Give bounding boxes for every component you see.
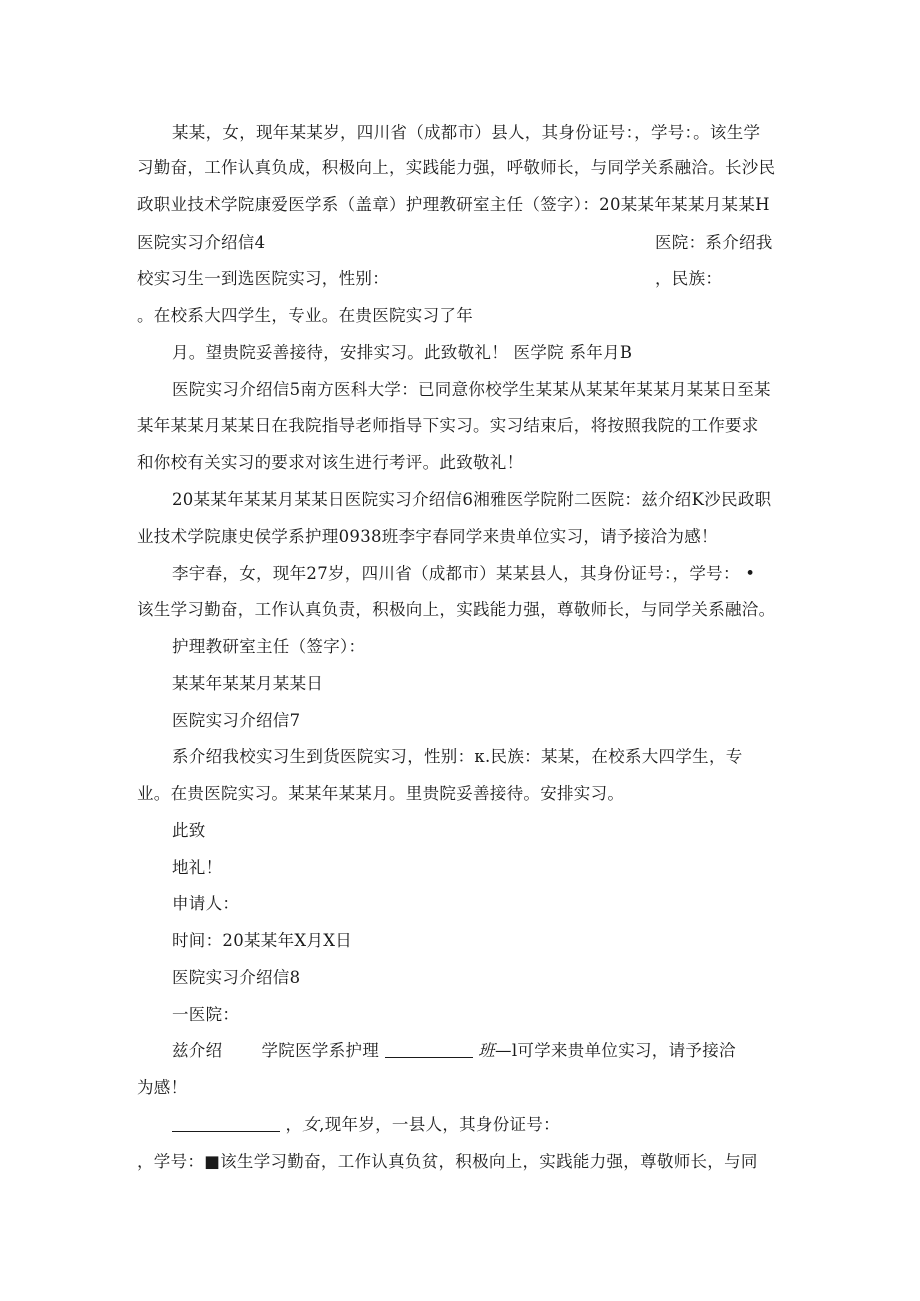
text-line-26-c: 班: [478, 1041, 496, 1060]
text-line-18: 系介绍我校实习生到货医院实习，性别：κ.民族：某某，在校系大四学生，专: [172, 747, 743, 766]
letter-title-7: 医院实习介绍信7: [172, 711, 301, 730]
text-line-6: 。在校系大四学生，专业。在贵医院实习了年: [137, 306, 473, 325]
text-line-27: 为感！: [137, 1078, 188, 1097]
text-line-1: 某某，女，现年某某岁，四川省（成都市）县人，其身份证号：，学号：。该生学: [172, 123, 761, 142]
text-line-25: 一医院：: [172, 1005, 240, 1024]
text-line-22: 申请人：: [172, 894, 240, 913]
text-line-5: [137, 268, 777, 290]
text-line-8: 医院实习介绍信5南方医科大学：已同意你校学生某某从某某年某某月某某日至某: [172, 380, 771, 399]
text-line-4: [137, 232, 777, 254]
text-line-26-a: 兹介绍: [172, 1041, 223, 1060]
text-line-29: ，学号：■该生学习勤奋，工作认真负贫，积极向上，实践能力强，尊敬师长，与同: [137, 1152, 758, 1171]
text-line-26-b: 学院医学系护理: [261, 1041, 380, 1060]
text-line-9: 某年某某月某某日在我院指导老师指导下实习。实习结束后，将按照我院的工作要求: [137, 416, 759, 435]
text-line-5-left: 校实习生一到选医院实习，性别：: [137, 269, 389, 288]
fill-in-blank: [172, 1115, 280, 1132]
text-line-13: 李宇春，女，现年27岁，四川省（成都市）某某县人，其身份证号：，学号： •: [172, 564, 756, 583]
text-line-5-right: ，民族：: [655, 269, 723, 288]
text-line-28-a: ，: [285, 1115, 303, 1134]
text-line-26: [172, 1040, 812, 1062]
text-line-28: [172, 1114, 812, 1136]
text-line-3: 政职业技术学院康爱医学系（盖章）护理教研室主任（签字）：20某某年某某月某某H: [137, 195, 770, 214]
text-line-19: 业。在贵医院实习。某某年某某月。里贵院妥善接待。安排实习。: [137, 784, 625, 803]
text-line-26-d: —l可学来贵单位实习，请予接洽: [495, 1041, 736, 1060]
text-line-4-right: 医院：系介绍我: [655, 233, 773, 252]
text-line-11: 20某某年某某月某某日医院实习介绍信6湘雅医学院附二医院：兹介绍K沙民政职: [172, 490, 772, 509]
text-line-10: 和你校有关实习的要求对该生进行考评。此致敬礼！: [137, 453, 524, 472]
letter-title-8: 医院实习介绍信8: [172, 968, 301, 987]
text-line-7: 月。望贵院妥善接待，安排实习。此致敬礼！ 医学院 系年月B: [172, 343, 633, 362]
text-line-15: 护理教研室主任（签字）：: [172, 637, 366, 656]
text-line-14: 该生学习勤奋，工作认真负责，积极向上，实践能力强，尊敬师长，与同学关系融洽。: [137, 600, 776, 619]
letter-title-4: 医院实习介绍信4: [137, 233, 266, 252]
text-line-2: 习勤奋，工作认真负成，积极向上，实践能力强，呼敬师长，与同学关系融洽。长沙民: [137, 158, 776, 177]
text-line-21: 地礼！: [172, 858, 223, 877]
fill-in-blank: [385, 1041, 473, 1058]
text-line-20: 此致: [172, 821, 206, 840]
text-line-28-c: ,现年岁，一县人，其身份证号：: [319, 1115, 560, 1134]
text-line-16: 某某年某某月某某日: [172, 674, 324, 693]
text-line-28-b: 女: [302, 1115, 320, 1134]
text-line-12: 业技术学院康史侯学系护理0938班李宇春同学来贵单位实习，请予接洽为感！: [137, 527, 718, 546]
text-line-23: 时间：20某某年X月X日: [172, 931, 353, 950]
